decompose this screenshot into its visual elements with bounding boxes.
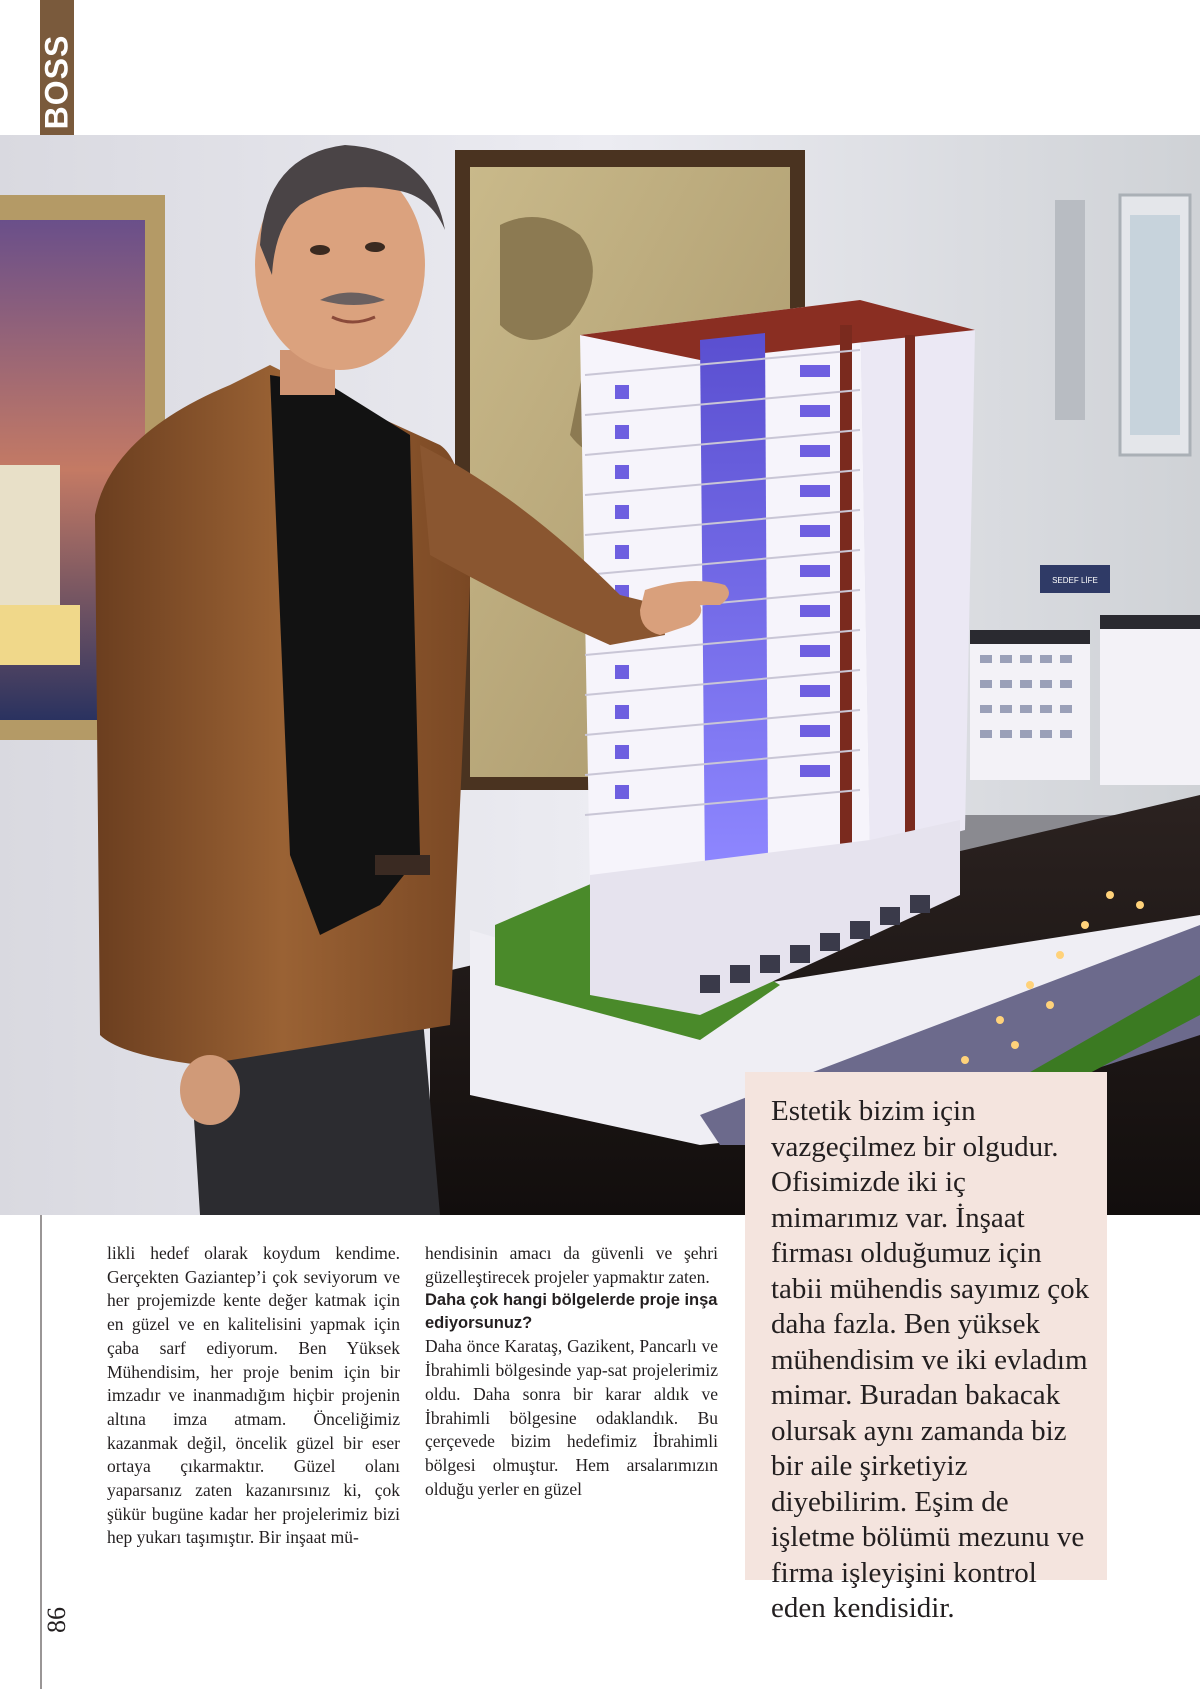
article-column-1 xyxy=(107,1242,400,1550)
article-column-2 xyxy=(425,1242,718,1501)
model-sign: SEDEF LİFE xyxy=(1052,576,1098,585)
pull-quote: Estetik bizim için vazgeçilmez bir olgudur. Ofisimizde iki iç mimarımız var. İnşaat firması olduğumuz için tabii mühendis sayımız çok daha fazla. Ben yüksek mühendisim ve iki evladım mimar. Buradan bakacak olursak aynı zamanda biz bir aile şirketiyiz diyebilirim. Eşim de işletme bölümü mezunu ve firma işleyişini kontrol eden kendisidir. xyxy=(771,1095,1090,1624)
brand-logo: BOSS xyxy=(38,34,75,130)
paragraph: Daha önce Karataş, Gazikent, Pancarlı ve İbrahimli bölgesinde yap-sat projelerimiz oldu. Daha sonra bir karar aldık ve İbrahimli bölgesine odaklandık. Bu çerçevede bizim hedefimiz İbrahimli bölgesi olmuştur. Hem arsalarımızın olduğu yerler en güzel xyxy=(425,1336,718,1499)
paragraph: likli hedef olarak koydum kendime. Gerçekten Gaziantep’i çok seviyorum ve her projemizde kente değer katmak için en güzel ve en kalitelisini yapmak için çaba sarf ediyorum. Ben Yüksek Mühendisim, her proje benim için bir imzadır ve inanmadığım hiçbir projenin altına imza atmam. Önceliğimiz kazanmak değil, öncelik güzel bir eser ortaya çıkarmaktır. Güzel olanı yaparsanız zaten kazanırsınız ki, çok şükür bugüne kadar her projelerimiz bizi hep yukarı taşımıştır. Bir inşaat mü- xyxy=(107,1243,400,1548)
interview-question: Daha çok hangi bölgelerde proje inşa ediyorsunuz? xyxy=(425,1291,718,1333)
pull-quote-box xyxy=(745,1072,1107,1624)
article-photo xyxy=(0,135,1200,1215)
paragraph: hendisinin amacı da güvenli ve şehri güzelleştirecek projeler yapmaktır zaten. xyxy=(425,1243,718,1287)
page-number: 86 xyxy=(42,1607,71,1633)
